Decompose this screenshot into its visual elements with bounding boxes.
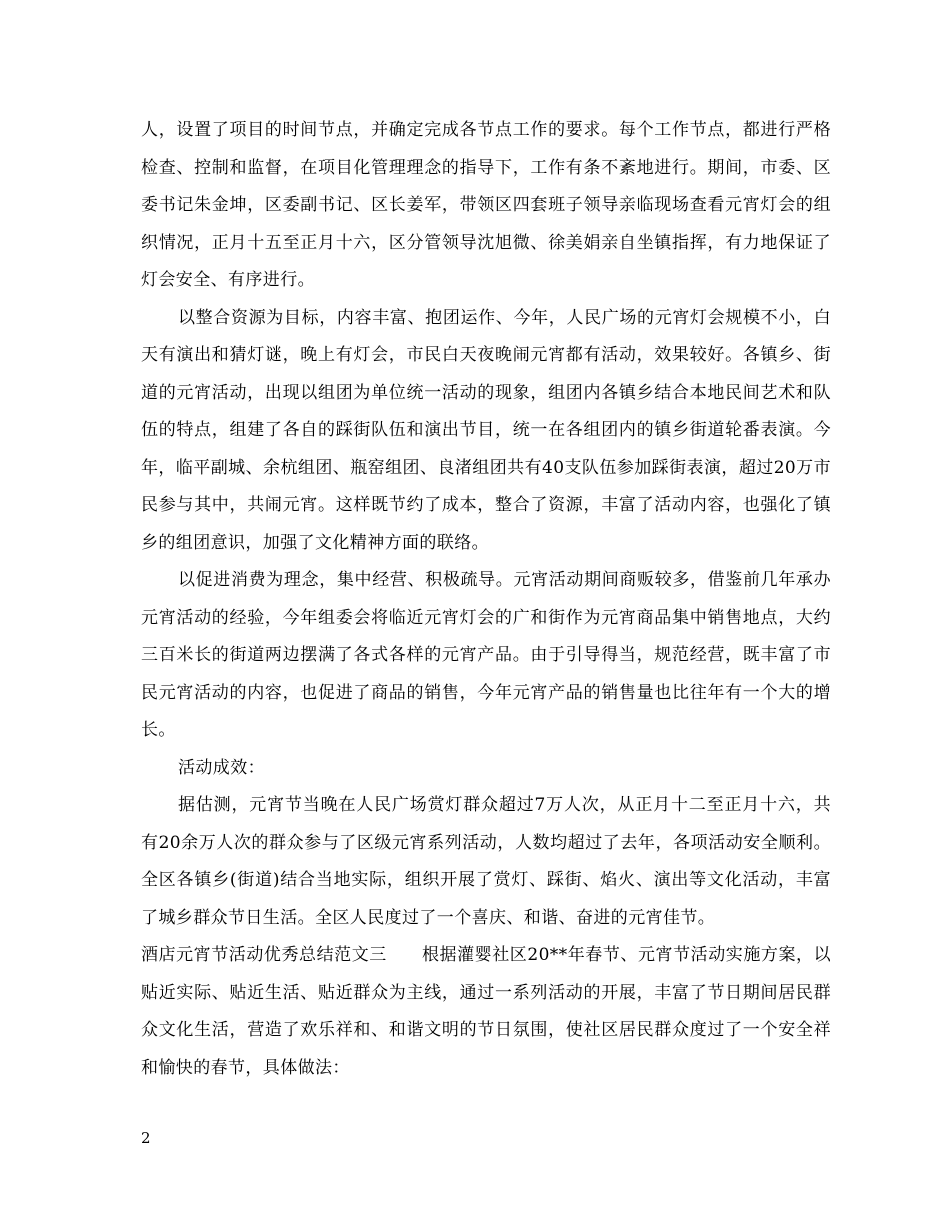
page-number: 2 xyxy=(141,1129,151,1147)
paragraph-2: 以整合资源为目标，内容丰富、抱团运作、今年，人民广场的元宵灯会规模不小，白天有演出和猜灯谜，晚上有灯会，市民白天夜晚闹元宵都有活动，效果较好。各镇乡、街道的元宵活动，出现以组团为单位统一活动的现象，组团内各镇乡结合本地民间艺术和队伍的特点，组建了各自的踩街队伍和演出节目，统一在各组团内的镇乡街道轮番表演。今年，临平副城、余杭组团、瓶窑组团、良渚组团共有40支队伍参加踩街表演，超过20万市民参与其中，共闹元宵。这样既节约了成本，整合了资源，丰富了活动内容，也强化了镇乡的组团意识，加强了文化精神方面的联络。 xyxy=(141,307,831,553)
paragraph-5: 酒店元宵节活动优秀总结范文三 根据灌婴社区20**年春节、元宵节活动实施方案，以贴近实际、贴近生活、贴近群众为主线，通过一系列活动的开展，丰富了节日期间居民群众文化生活，营造了欢乐祥和、和谐文明的节日氛围，使社区居民群众度过了一个安全祥和愉快的春节，具体做法： xyxy=(141,945,831,1078)
document-body xyxy=(141,112,831,1087)
paragraph-1: 人，设置了项目的时间节点，并确定完成各节点工作的要求。每个工作节点，都进行严格检查、控制和监督，在项目化管理理念的指导下，工作有条不紊地进行。期间，市委、区委书记朱金坤，区委副书记、区长姜军，带领区四套班子领导亲临现场查看元宵灯会的组织情况，正月十五至正月十六，区分管领导沈旭微、徐美娟亲自坐镇指挥，有力地保证了灯会安全、有序进行。 xyxy=(141,120,831,290)
paragraph-4: 据估测，元宵节当晚在人民广场赏灯群众超过7万人次，从正月十二至正月十六，共有20余万人次的群众参与了区级元宵系列活动，人数均超过了去年，各项活动安全顺利。全区各镇乡(街道)结合当地实际，组织开展了赏灯、踩街、焰火、演出等文化活动，丰富了城乡群众节日生活。全区人民度过了一个喜庆、和谐、奋进的元宵佳节。 xyxy=(141,795,831,928)
paragraph-3: 以促进消费为理念，集中经营、积极疏导。元宵活动期间商贩较多，借鉴前几年承办元宵活动的经验，今年组委会将临近元宵灯会的广和街作为元宵商品集中销售地点，大约三百米长的街道两边摆满了各式各样的元宵产品。由于引导得当，规范经营，既丰富了市民元宵活动的内容，也促进了商品的销售，今年元宵产品的销售量也比往年有一个大的增长。 xyxy=(141,570,831,740)
section-heading-results: 活动成效： xyxy=(178,757,265,778)
